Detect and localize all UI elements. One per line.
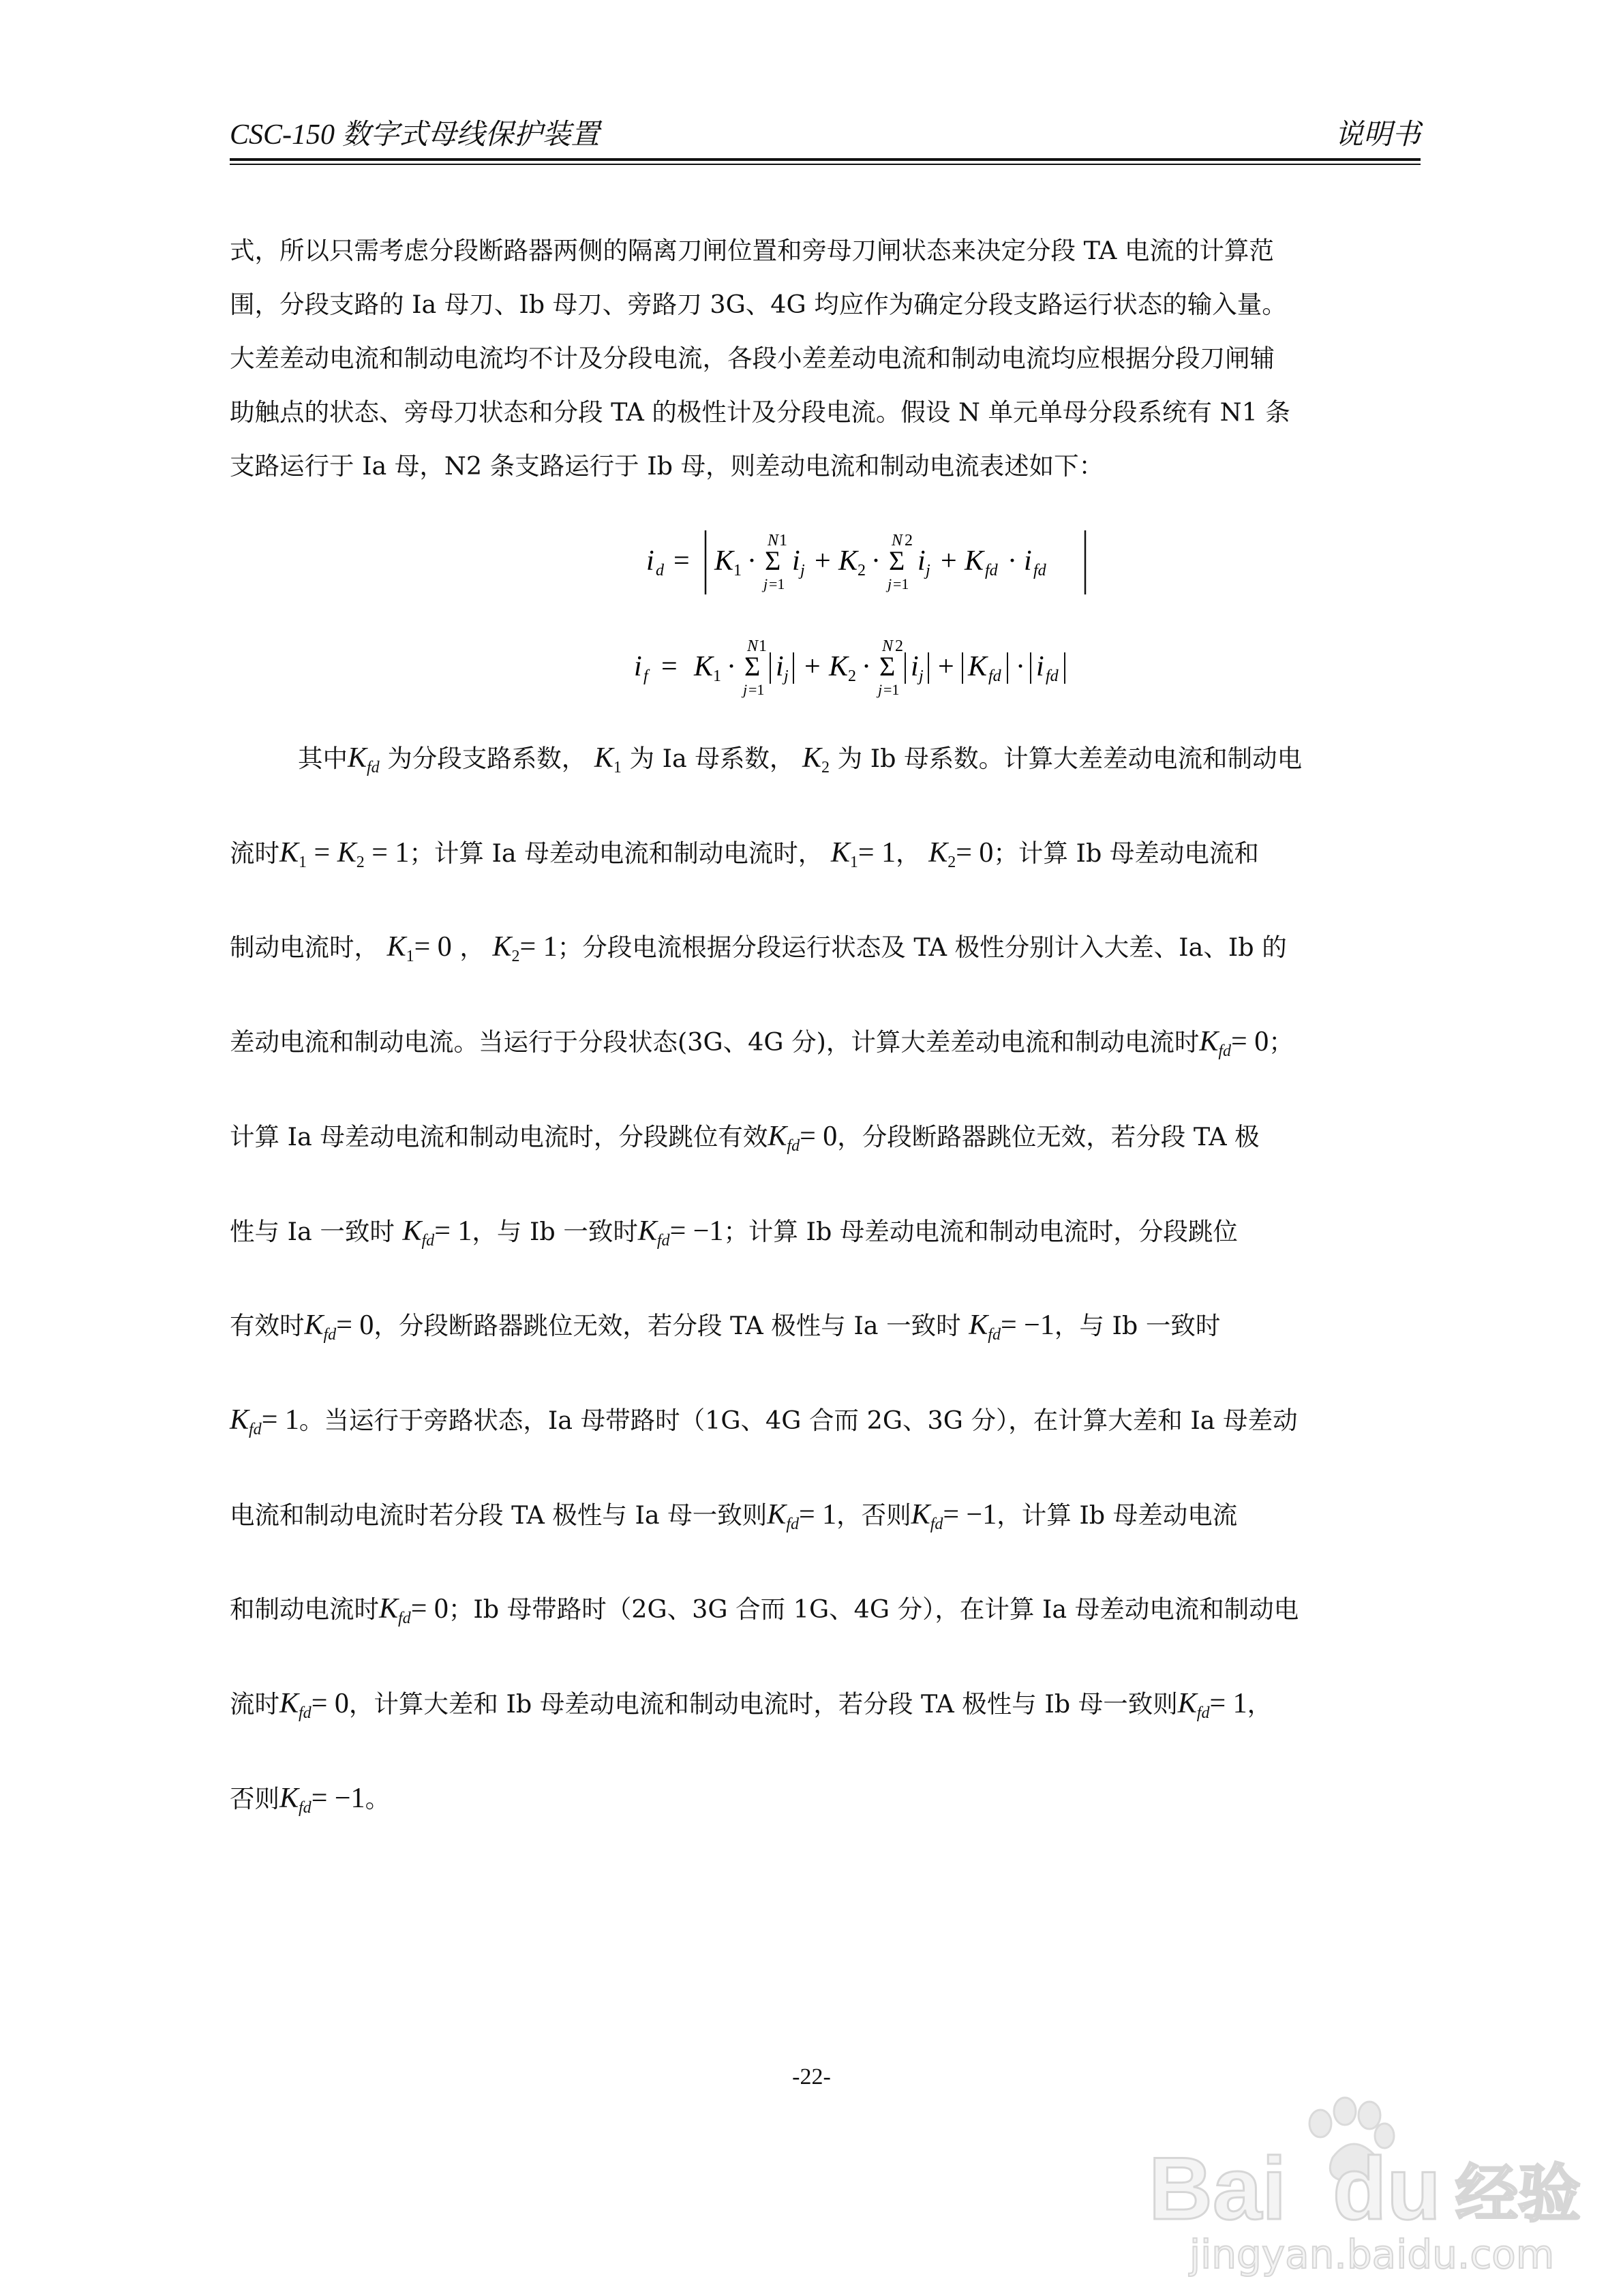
svg-text:i: i <box>1036 651 1044 682</box>
svg-text:=1: =1 <box>748 681 765 698</box>
svg-text:i: i <box>911 651 919 682</box>
header-rule-thin <box>230 164 1421 165</box>
svg-text:1: 1 <box>713 667 721 685</box>
formula-1-svg <box>613 518 1125 607</box>
svg-text:+: + <box>815 545 831 577</box>
text-line: 差动电流和制动电流。当运行于分段状态(3G、4G 分)，计算大差差动电流和制动电流时$K_{fd}= 0$； <box>230 1026 1294 1061</box>
svg-text:j: j <box>926 562 930 579</box>
text-line: 和制动电流时$K_{fd}= 0$；Ib 母带路时（2G、3G 合而 1G、4G 分），在计算 Ia 母差动电流和制动电 <box>230 1593 1299 1628</box>
svg-text:1: 1 <box>759 637 767 655</box>
svg-text:=1: =1 <box>893 575 909 592</box>
svg-text:·: · <box>862 651 871 682</box>
svg-text:i: i <box>792 545 800 577</box>
svg-text:K: K <box>714 545 734 577</box>
svg-text:+: + <box>941 545 957 577</box>
text-line: 流时$K_1 = K_2 = 1$；计算 Ia 母差动电流和制动电流时， $K_1= 1$， $K_2= 0$；计算 Ib 母差动电流和 <box>230 836 1259 871</box>
text-line: 否则$K_{fd}= -1$。 <box>230 1782 391 1817</box>
header-doc-type: 说明书 <box>1334 119 1421 151</box>
svg-text:fd: fd <box>1046 667 1059 685</box>
svg-text:Σ: Σ <box>879 651 896 682</box>
watermark-jingyan: 经验 <box>1455 2158 1581 2231</box>
baidu-jingyan-watermark <box>1108 2083 1598 2280</box>
svg-text:=1: =1 <box>769 575 785 592</box>
svg-text:j: j <box>763 575 768 592</box>
svg-text:K: K <box>838 545 858 577</box>
watermark-brand: Bai <box>1149 2139 1287 2238</box>
text-line: 其中$K_{fd}$ 为分段支路系数， $K_1$ 为 Ia 母系数， $K_2$ 为 Ib 母系数。计算大差差动电流和制动电 <box>298 742 1303 776</box>
svg-text:Σ: Σ <box>744 651 761 682</box>
text-line: 围，分段支路的 Ia 母刀、Ib 母刀、旁路刀 3G、4G 均应作为确定分段支路运行状态的输入量。 <box>230 290 1287 319</box>
svg-text:j: j <box>888 575 892 592</box>
svg-text:i: i <box>917 545 926 577</box>
svg-text:+: + <box>804 651 821 682</box>
svg-text:2: 2 <box>895 637 903 655</box>
svg-text:i: i <box>634 651 642 682</box>
formula-2-svg <box>613 624 1125 712</box>
svg-text:i: i <box>776 651 784 682</box>
svg-text:2: 2 <box>905 532 913 549</box>
svg-text:i: i <box>1024 545 1032 577</box>
text-line: 有效时$K_{fd}= 0$，分段断路器跳位无效，若分段 TA 极性与 Ia 一致时 $K_{fd}= -1$，与 Ib 一致时 <box>230 1310 1221 1344</box>
watermark-url: jingyan.baidu.com <box>1189 2231 1555 2278</box>
svg-text:·: · <box>747 545 757 577</box>
svg-text:·: · <box>727 651 736 682</box>
svg-text:·: · <box>871 545 881 577</box>
svg-text:j: j <box>743 681 748 698</box>
page-number: -22- <box>792 2064 831 2089</box>
svg-text:K: K <box>829 651 849 682</box>
watermark-brand-2: du <box>1333 2139 1441 2238</box>
svg-text:=1: =1 <box>883 681 900 698</box>
svg-text:j: j <box>878 681 883 698</box>
svg-text:j: j <box>919 667 924 685</box>
svg-text:Σ: Σ <box>889 545 905 576</box>
svg-text:2: 2 <box>858 562 866 579</box>
header-title: CSC-150 数字式母线保护装置 <box>230 119 600 151</box>
paragraph-2 <box>230 716 1421 1850</box>
text-line: 电流和制动电流时若分段 TA 极性与 Ia 母一致则$K_{fd}= 1$，否则$K_{fd}= -1$，计算 Ib 母差动电流 <box>230 1498 1238 1533</box>
text-line: 助触点的状态、旁母刀状态和分段 TA 的极性计及分段电流。假设 N 单元单母分段系统有 N1 条 <box>230 397 1290 427</box>
watermark-svg <box>1108 2083 1598 2280</box>
svg-text:1: 1 <box>733 562 742 579</box>
svg-text:d: d <box>656 562 664 579</box>
svg-text:N: N <box>882 637 894 655</box>
svg-text:K: K <box>694 651 714 682</box>
svg-text:i: i <box>646 545 654 577</box>
text-line: 支路运行于 Ia 母，N2 条支路运行于 Ib 母，则差动电流和制动电流表述如下： <box>230 451 1104 481</box>
text-line: 计算 Ia 母差动电流和制动电流时，分段跳位有效$K_{fd}= 0$，分段断路器跳位无效，若分段 TA 极 <box>230 1120 1260 1155</box>
text-line: 式，所以只需考虑分段断路器两侧的隔离刀闸位置和旁母刀闸状态来决定分段 TA 电流的计算范 <box>230 236 1274 265</box>
svg-text:fd: fd <box>985 562 998 579</box>
text-line: $K_{fd}= 1$。当运行于旁路状态，Ia 母带路时（1G、4G 合而 2G、3G 分），在计算大差和 Ia 母差动 <box>230 1404 1298 1438</box>
svg-text:N: N <box>892 532 903 549</box>
svg-text:·: · <box>1016 651 1025 682</box>
svg-text:j: j <box>800 562 805 579</box>
formula-restraint-current <box>613 624 1125 712</box>
svg-text:·: · <box>1007 545 1017 577</box>
svg-text:j: j <box>784 667 789 685</box>
formula-differential-current <box>613 518 1125 607</box>
svg-text:K: K <box>965 545 984 577</box>
page-header <box>230 115 1421 157</box>
svg-text:=: = <box>673 545 690 577</box>
text-line: 制动电流时， $K_1= 0$ ， $K_2= 1$；分段电流根据分段运行状态及 TA 极性分别计入大差、Ia、Ib 的 <box>230 931 1287 966</box>
text-line: 性与 Ia 一致时 $K_{fd}= 1$，与 Ib 一致时$K_{fd}= -1$；计算 Ib 母差动电流和制动电流时，分段跳位 <box>230 1215 1238 1250</box>
svg-text:K: K <box>968 651 988 682</box>
svg-text:2: 2 <box>848 667 856 685</box>
svg-text:Σ: Σ <box>765 545 781 576</box>
svg-text:fd: fd <box>988 667 1001 685</box>
header-rule <box>230 158 1421 161</box>
svg-text:fd: fd <box>1033 562 1046 579</box>
svg-text:f: f <box>643 667 648 685</box>
svg-text:+: + <box>938 651 954 682</box>
paragraph-1 <box>230 224 1421 493</box>
text-line: 流时$K_{fd}= 0$，计算大差和 Ib 母差动电流和制动电流时，若分段 TA 极性与 Ib 母一致则$K_{fd}= 1$， <box>230 1688 1273 1723</box>
svg-text:1: 1 <box>779 532 787 549</box>
svg-text:=: = <box>661 651 678 682</box>
text-line: 大差差动电流和制动电流均不计及分段电流，各段小差差动电流和制动电流均应根据分段刀闸辅 <box>230 344 1275 373</box>
svg-text:N: N <box>747 637 759 655</box>
svg-text:N: N <box>768 532 779 549</box>
